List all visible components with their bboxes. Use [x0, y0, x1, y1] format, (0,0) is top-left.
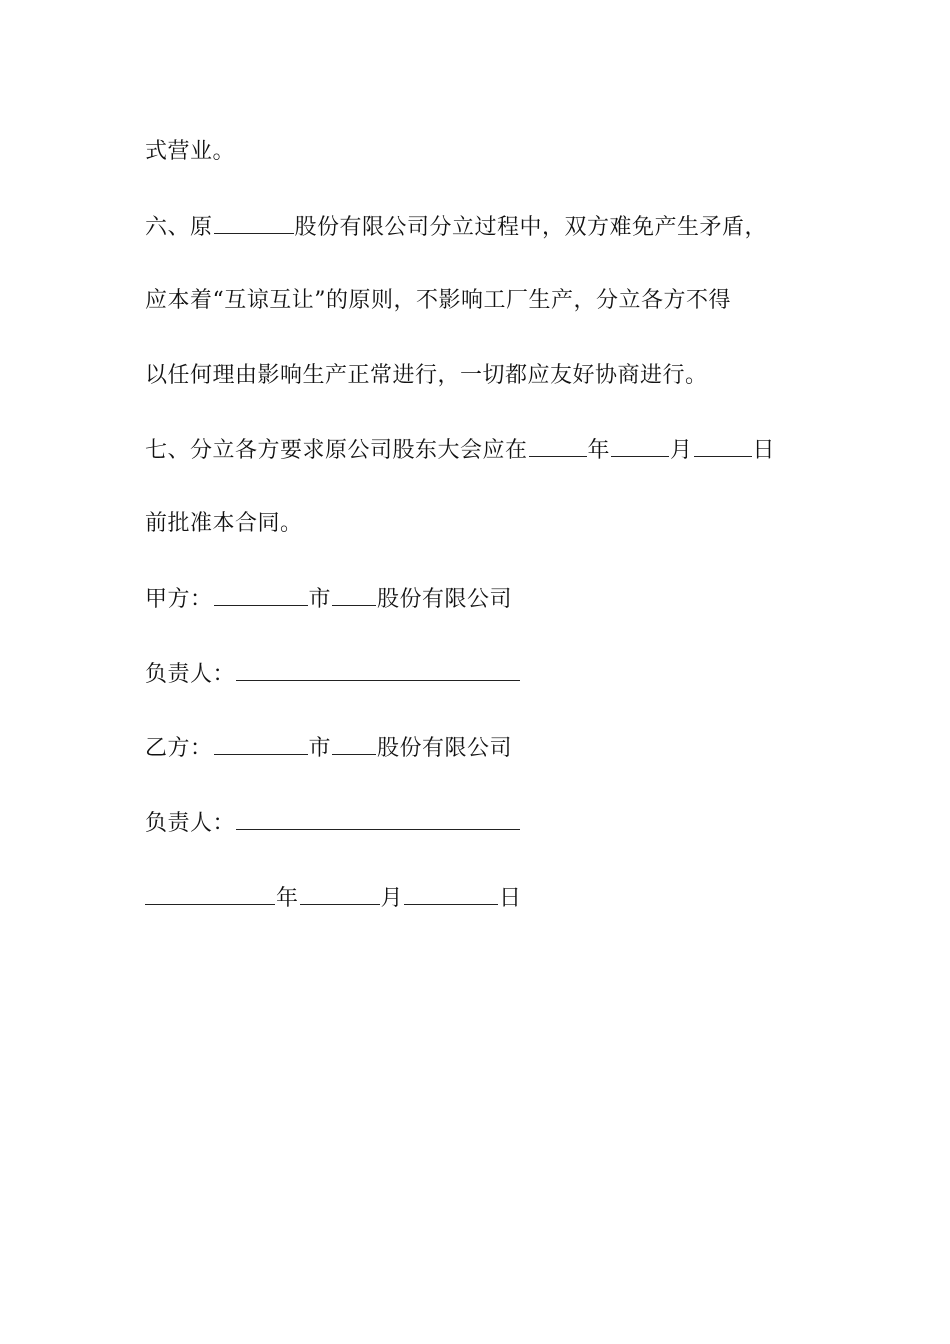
responsible-label: 负责人： [145, 662, 236, 687]
day-label: 日 [752, 438, 776, 463]
paragraph-line [145, 132, 235, 172]
company-blank [332, 579, 376, 606]
company-label: 股份有限公司 [377, 587, 513, 612]
party-a-responsible-line [145, 654, 521, 694]
city-blank [214, 728, 308, 755]
clause-6-text: 以任何理由影响生产正常进行，一切都应友好协商进行。 [145, 363, 708, 388]
year-label: 年 [276, 886, 299, 911]
day-label: 日 [499, 886, 522, 911]
day-blank [694, 430, 752, 457]
company-blank [332, 728, 376, 755]
clause-7-text: 前批准本合同。 [145, 511, 303, 536]
clause-6-text: 股份有限公司分立过程中，双方难免产生矛盾， [294, 215, 768, 240]
company-name-blank [214, 207, 294, 234]
company-label: 股份有限公司 [377, 736, 513, 761]
clause-7-line-2 [145, 504, 303, 544]
party-b-responsible-line [145, 803, 521, 843]
clause-6-line-3 [145, 356, 708, 396]
clause-6-prefix: 六、原 [145, 215, 213, 240]
city-label: 市 [308, 736, 332, 761]
responsible-blank [236, 803, 520, 830]
year-blank [529, 430, 587, 457]
year-label: 年 [587, 438, 611, 463]
clause-6-text: 应本着“互谅互让”的原则，不影响工厂生产，分立各方不得 [145, 288, 731, 313]
city-label: 市 [308, 587, 332, 612]
text: 式营业。 [145, 139, 236, 164]
month-label: 月 [380, 886, 404, 911]
clause-7-line-1 [145, 430, 775, 470]
party-b-line [145, 728, 512, 768]
responsible-label: 负责人： [145, 811, 236, 836]
party-a-line [145, 579, 512, 619]
party-a-label: 甲方： [145, 587, 213, 612]
year-blank [145, 878, 275, 905]
party-b-label: 乙方： [145, 736, 213, 761]
responsible-blank [236, 654, 520, 681]
city-blank [214, 579, 308, 606]
month-blank [611, 430, 669, 457]
signing-date-line [145, 878, 522, 918]
month-label: 月 [670, 438, 693, 463]
month-blank [300, 878, 380, 905]
day-blank [404, 878, 498, 905]
clause-7-prefix: 七、分立各方要求原公司股东大会应在 [145, 438, 528, 463]
clause-6-line-2 [145, 281, 731, 321]
clause-6-line-1 [145, 207, 767, 247]
